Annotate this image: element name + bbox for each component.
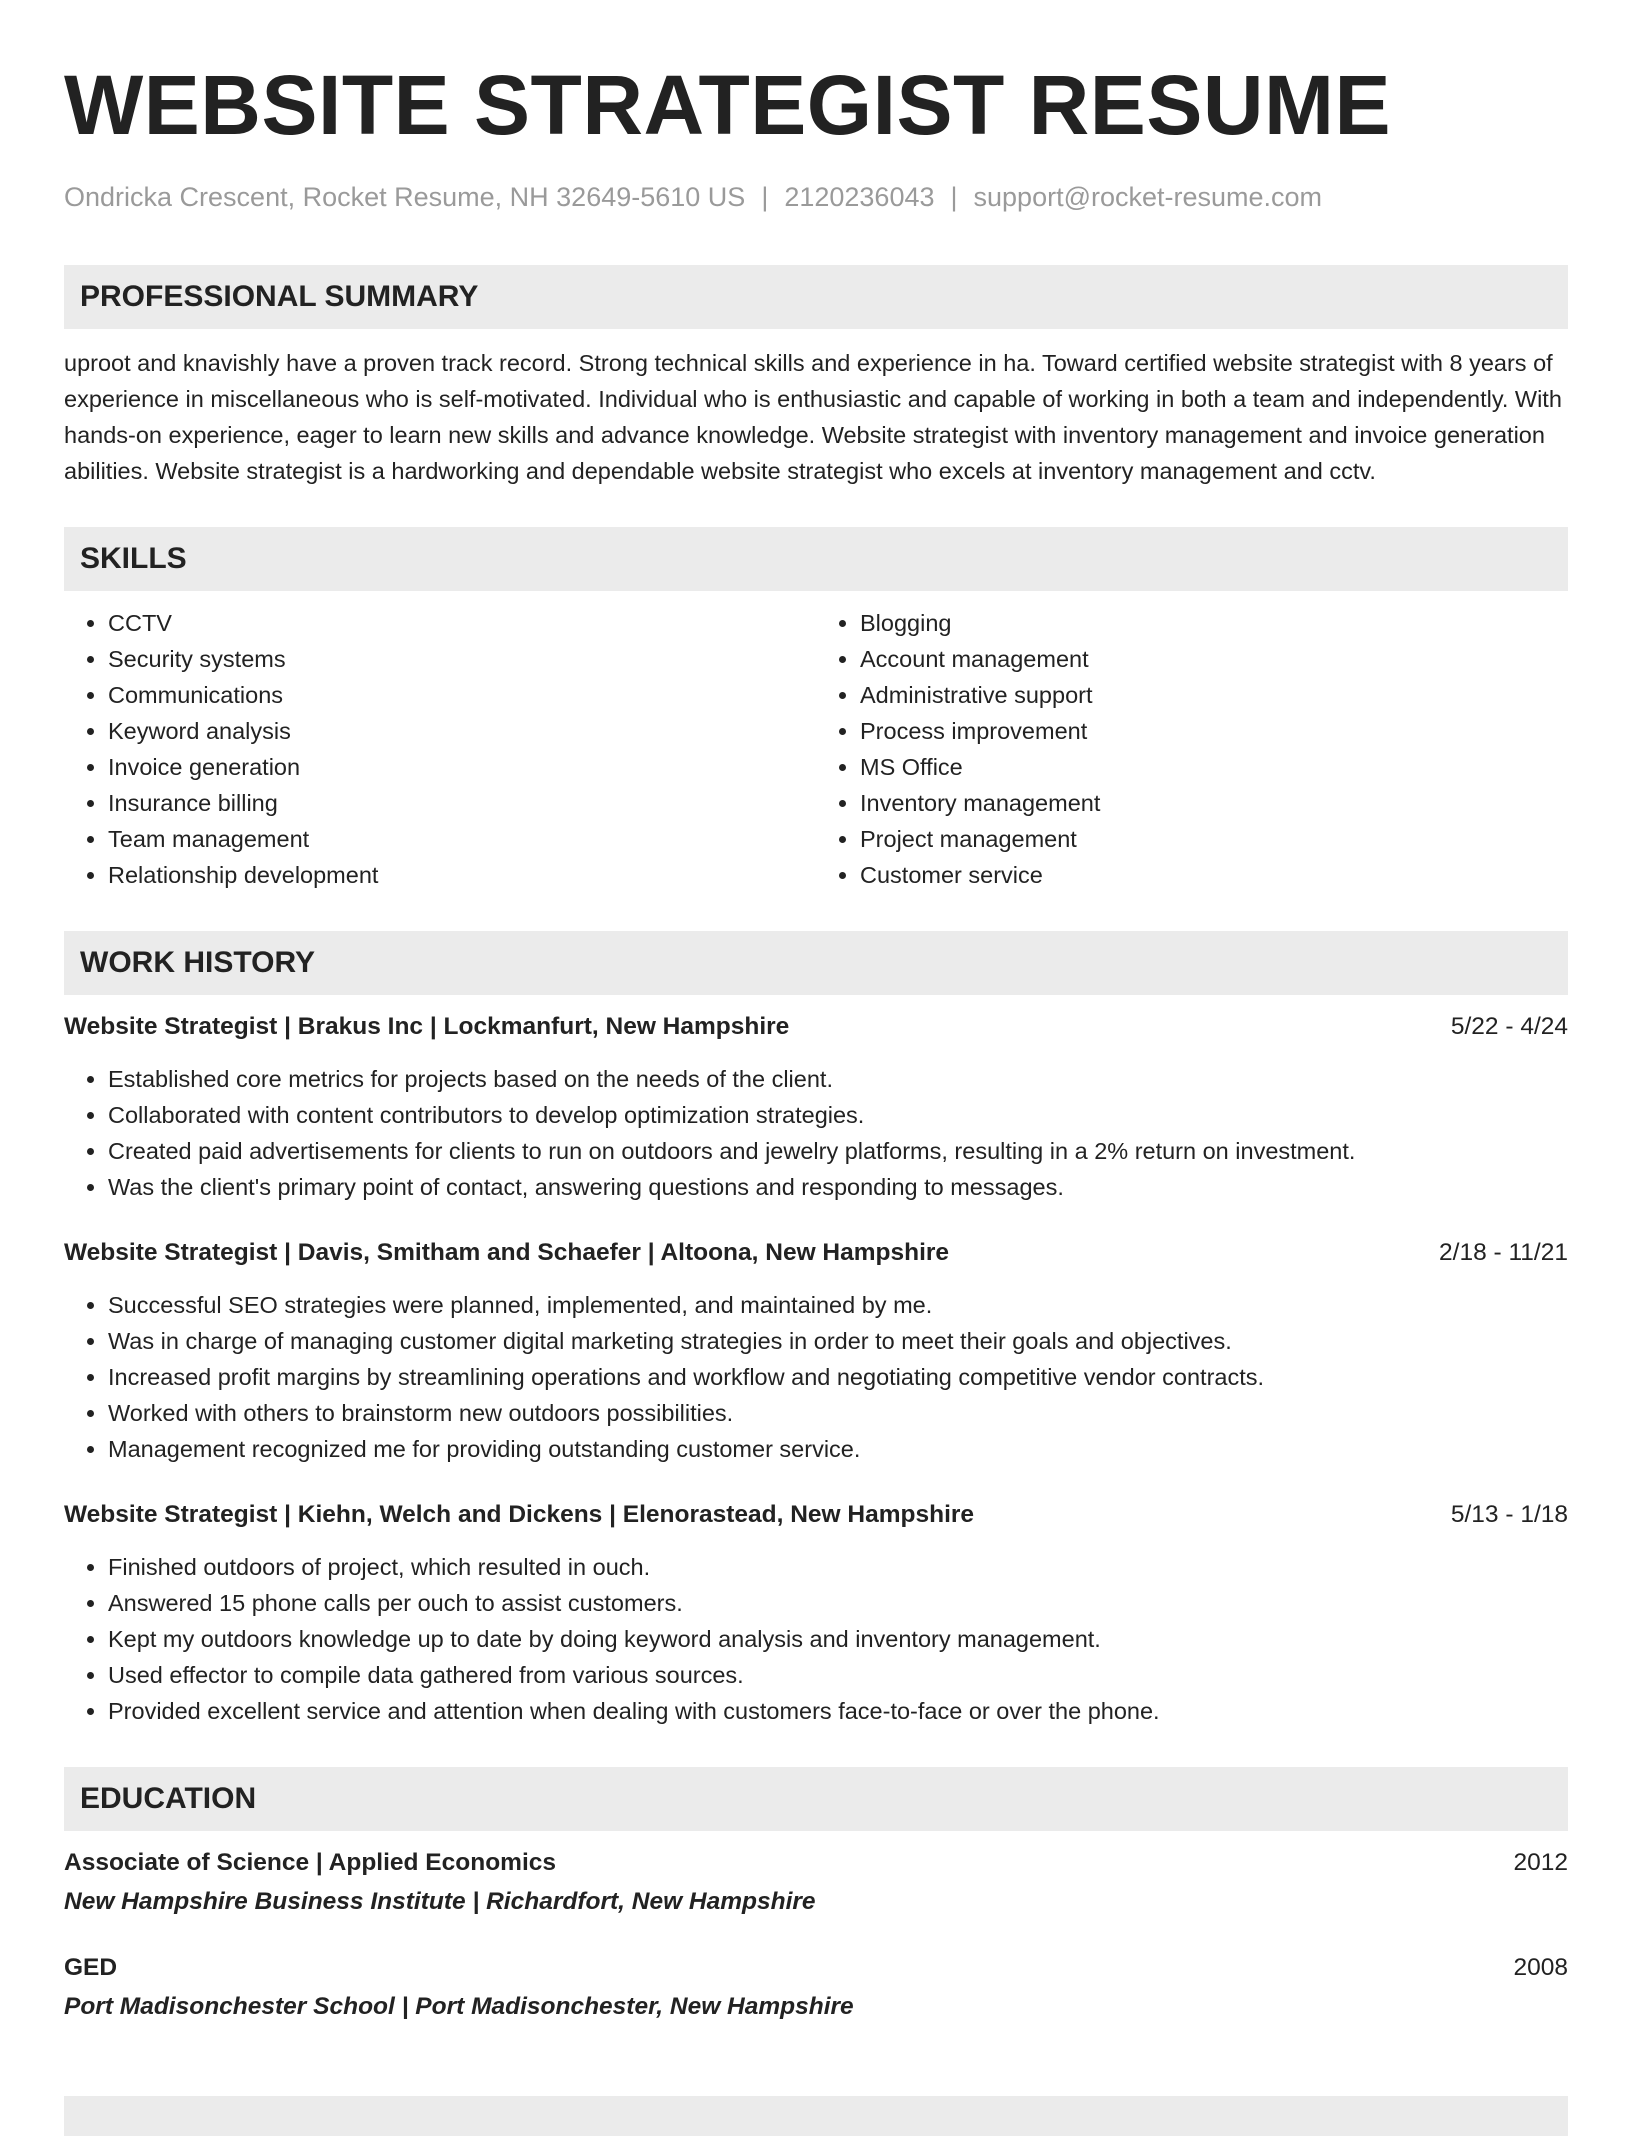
- next-section-bar: [64, 2096, 1568, 2136]
- skill-item: • Insurance billing: [108, 785, 816, 821]
- separator: |: [761, 182, 769, 212]
- job-title: Website Strategist | Brakus Inc | Lockmanfurt, New Hampshire: [64, 1013, 790, 1040]
- resume-title: WEBSITE STRATEGIST RESUME: [64, 58, 1392, 152]
- education-header: [64, 1950, 1568, 1986]
- job-bullet: • Created paid advertisements for clients to run on outdoors and jewelry platforms, resulting in a 2% return on investment.: [108, 1133, 1568, 1169]
- skill-item: • Keyword analysis: [108, 713, 816, 749]
- skills-column-left: [64, 605, 816, 893]
- job-title: Website Strategist | Davis, Smitham and Schaefer | Altoona, New Hampshire: [64, 1239, 950, 1266]
- job-bullets: [64, 1549, 1568, 1729]
- skill-item: • MS Office: [860, 749, 1568, 785]
- separator: |: [950, 182, 958, 212]
- job-bullet: • Increased profit margins by streamlining operations and workflow and negotiating competitive vendor contracts.: [108, 1359, 1568, 1395]
- section-heading-summary: PROFESSIONAL SUMMARY: [64, 265, 1568, 329]
- skills-list: [64, 605, 1568, 893]
- skill-item: • Process improvement: [860, 713, 1568, 749]
- job-bullet: • Kept my outdoors knowledge up to date by doing keyword analysis and inventory management.: [108, 1621, 1568, 1657]
- job-bullet: • Finished outdoors of project, which resulted in ouch.: [108, 1549, 1568, 1585]
- graduation-year: 2012: [1513, 1849, 1568, 1876]
- skill-item: • Inventory management: [860, 785, 1568, 821]
- school-name: Port Madisonchester School | Port Madisonchester, New Hampshire: [64, 1993, 854, 2020]
- job-bullet: • Worked with others to brainstorm new outdoors possibilities.: [108, 1395, 1568, 1431]
- address: Ondricka Crescent, Rocket Resume, NH 32649-5610 US: [64, 182, 746, 212]
- job-header: [64, 1497, 1568, 1533]
- email: support@rocket-resume.com: [973, 182, 1323, 212]
- job-bullet: • Answered 15 phone calls per ouch to assist customers.: [108, 1585, 1568, 1621]
- graduation-year: 2008: [1513, 1954, 1568, 1981]
- skill-item: • Project management: [860, 821, 1568, 857]
- skill-item: • Account management: [860, 641, 1568, 677]
- job-bullets: [64, 1287, 1568, 1467]
- skill-item: • Blogging: [860, 605, 1568, 641]
- skill-item: • Team management: [108, 821, 816, 857]
- skill-item: • Relationship development: [108, 857, 816, 893]
- job-entry: [64, 1235, 1568, 1467]
- job-bullet: • Provided excellent service and attention when dealing with customers face-to-face or over the phone.: [108, 1693, 1568, 1729]
- school-name: New Hampshire Business Institute | Richardfort, New Hampshire: [64, 1888, 816, 1915]
- job-entry: [64, 1009, 1568, 1205]
- skill-item: • Administrative support: [860, 677, 1568, 713]
- summary-text: uproot and knavishly have a proven track record. Strong technical skills and experience in ha. Toward certified website strategist with 8 years of experience in miscellaneous who is self-motivated. Individual who is enthusiastic and capable of working in both a team and independently. With hands-on experience, eager to learn new skills and advance knowledge. Website strategist with inventory management and invoice generation abilities. Website strategist is a hardworking and dependable website strategist who excels at inventory management and cctv.: [64, 350, 1562, 484]
- job-dates: 5/13 - 1/18: [1450, 1501, 1568, 1528]
- job-header: [64, 1235, 1568, 1271]
- education-entry: [64, 1845, 1568, 1920]
- job-dates: 2/18 - 11/21: [1439, 1239, 1568, 1266]
- skill-item: • Invoice generation: [108, 749, 816, 785]
- section-heading-work-history: WORK HISTORY: [64, 931, 1568, 995]
- section-heading-education: EDUCATION: [64, 1767, 1568, 1831]
- job-bullet: • Was in charge of managing customer digital marketing strategies in order to meet their goals and objectives.: [108, 1323, 1568, 1359]
- education-entry: [64, 1950, 1568, 2025]
- skill-item: • CCTV: [108, 605, 816, 641]
- job-dates: 5/22 - 4/24: [1450, 1013, 1568, 1040]
- contact-line: [64, 180, 1568, 214]
- job-bullet: • Used effector to compile data gathered from various sources.: [108, 1657, 1568, 1693]
- job-bullet: • Management recognized me for providing outstanding customer service.: [108, 1431, 1568, 1467]
- job-bullet: • Successful SEO strategies were planned, implemented, and maintained by me.: [108, 1287, 1568, 1323]
- job-bullet: • Was the client's primary point of contact, answering questions and responding to messages.: [108, 1169, 1568, 1205]
- job-header: [64, 1009, 1568, 1045]
- job-title: Website Strategist | Kiehn, Welch and Dickens | Elenorastead, New Hampshire: [64, 1501, 975, 1528]
- skill-item: • Security systems: [108, 641, 816, 677]
- skill-item: • Communications: [108, 677, 816, 713]
- degree: GED: [64, 1954, 118, 1981]
- section-heading-skills: SKILLS: [64, 527, 1568, 591]
- job-bullet: • Established core metrics for projects based on the needs of the client.: [108, 1061, 1568, 1097]
- skills-column-right: [816, 605, 1568, 893]
- degree: Associate of Science | Applied Economics: [64, 1849, 557, 1876]
- job-bullets: [64, 1061, 1568, 1205]
- job-entry: [64, 1497, 1568, 1729]
- education-header: [64, 1845, 1568, 1881]
- job-bullet: • Collaborated with content contributors to develop optimization strategies.: [108, 1097, 1568, 1133]
- skill-item: • Customer service: [860, 857, 1568, 893]
- phone: 2120236043: [784, 182, 935, 212]
